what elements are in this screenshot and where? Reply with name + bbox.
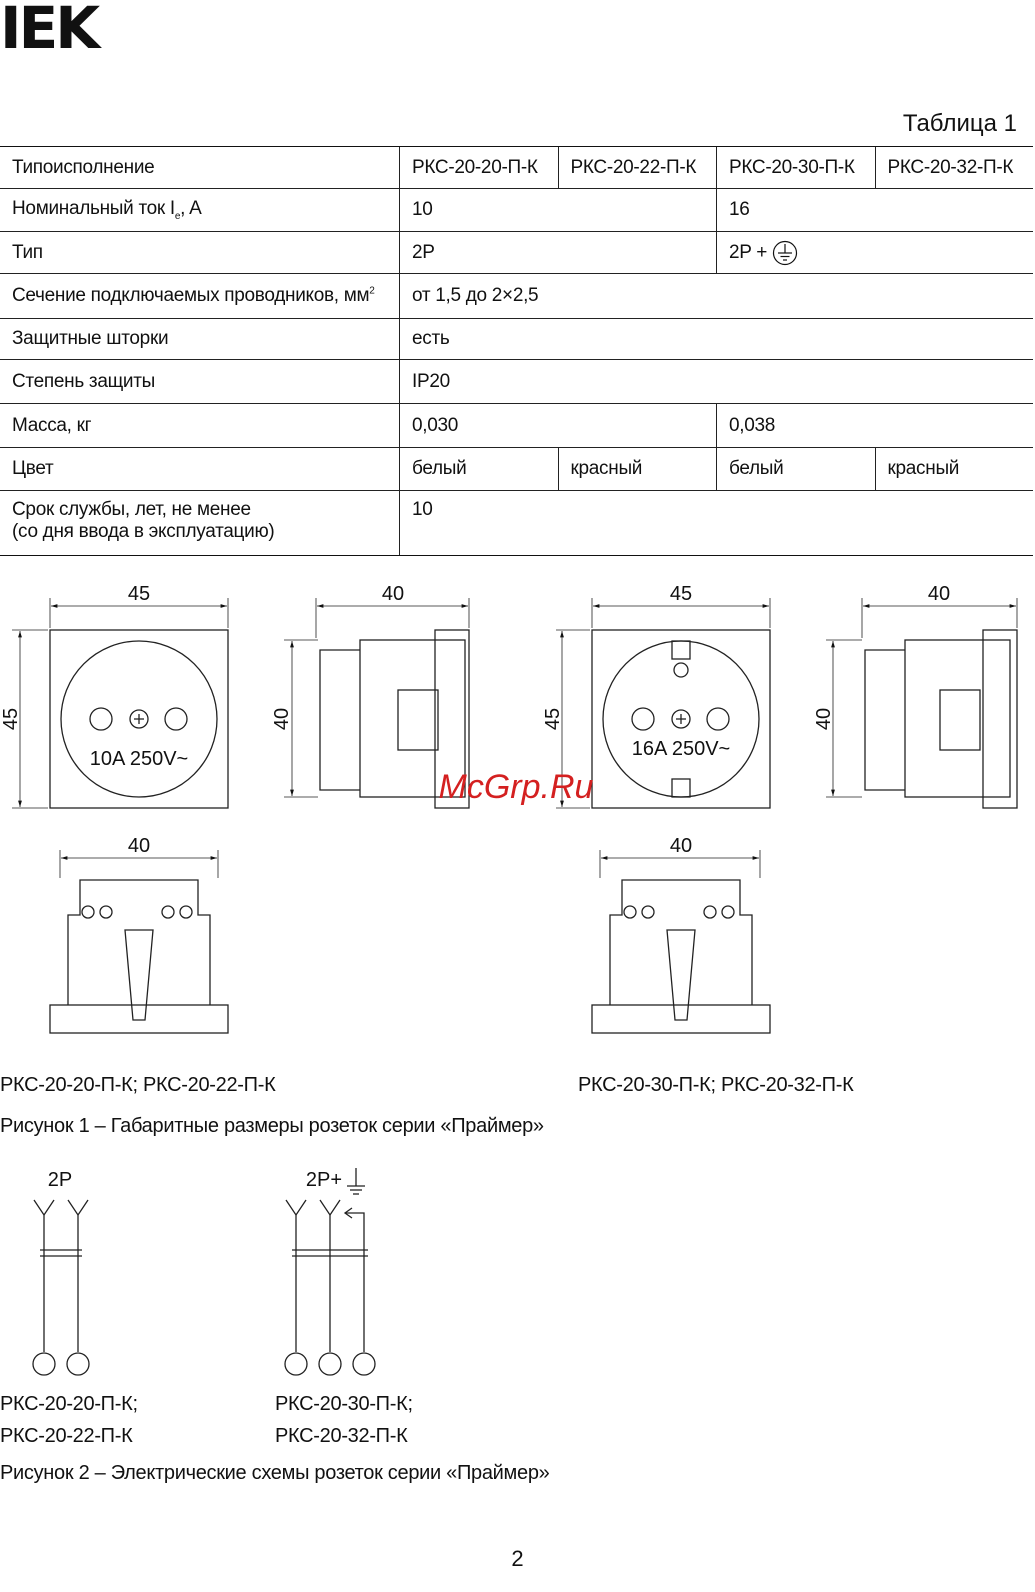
dim-bottom-2: 40 [669,835,693,857]
row-label: Тип [0,232,400,274]
socket-2-bottom-view [592,850,770,1033]
watermark: McGrp.Ru [438,768,594,806]
dim-height-1-side: 40 [271,707,293,731]
ground-symbol-icon [772,240,798,266]
figure-1-drawings [0,580,1035,1060]
mass-cell: 0,038 [717,404,1034,448]
table-caption: Таблица 1 [902,110,1017,137]
dim-height-2: 45 [542,707,564,731]
socket-2-rating: 16A 250V~ [631,738,731,760]
table-row [0,232,1033,274]
table-row [0,448,1033,491]
current-cell: 16 [717,189,1034,232]
page-number: 2 [511,1546,524,1571]
scheme-1-models-line-2: РКС-20-22-П-К [0,1425,133,1447]
protection-cell: IP20 [400,360,1034,404]
row-label: Степень защиты [0,360,400,404]
socket-1-bottom-view [50,850,228,1033]
socket-1-front-view [12,598,228,808]
scheme-2p-earth-label: 2P+ [305,1169,343,1191]
dim-height-1: 45 [0,707,22,731]
row-label: Защитные шторки [0,319,400,360]
table-row [0,360,1033,404]
color-cell: красный [558,448,717,491]
socket-1-rating: 10A 250V~ [89,748,189,770]
table-row [0,404,1033,448]
table-row [0,189,1033,232]
dim-bottom-1: 40 [127,835,151,857]
dim-width-1: 45 [127,583,151,605]
scheme-2p-earth [285,1168,375,1375]
row-label: Срок службы, лет, не менее (со дня ввода в эксплуатацию) [0,491,400,556]
row-label: Типоисполнение [0,147,400,189]
shutters-cell: есть [400,319,1034,360]
type-cell: 2P [400,232,717,274]
figure-1-group-2-caption: РКС-20-30-П-К; РКС-20-32-П-К [578,1074,854,1096]
model-cell: РКС-20-20-П-К [400,147,559,189]
dim-depth-2: 40 [927,583,951,605]
row-label: Сечение подключаемых проводников, $мм^2$ [0,274,400,319]
model-cell: РКС-20-22-П-К [558,147,717,189]
spec-table [0,146,1033,556]
figure-1-caption: Рисунок 1 – Габаритные размеры розеток серии «Праймер» [0,1115,544,1137]
iek-logo: IEK [0,0,98,62]
figure-1-group-1-caption: РКС-20-20-П-К; РКС-20-22-П-К [0,1074,276,1096]
dim-width-2: 45 [669,583,693,605]
scheme-1-models-line-1: РКС-20-20-П-К; [0,1393,138,1415]
color-cell: белый [400,448,559,491]
scheme-2p-label: 2P [47,1169,73,1191]
scheme-2p [33,1200,89,1375]
row-label: Номинальный ток $I_e$, A [0,189,400,232]
current-cell: 10 [400,189,717,232]
scheme-2-models-line-1: РКС-20-30-П-К; [275,1393,413,1415]
model-cell: РКС-20-32-П-К [875,147,1033,189]
section-cell: от 1,5 до 2×2,5 [400,274,1034,319]
life-cell: 10 [400,491,1034,556]
table-row [0,491,1033,556]
row-label: Масса, кг [0,404,400,448]
row-label: Цвет [0,448,400,491]
dim-height-2-side: 40 [813,707,835,731]
figure-2-schemes [0,1160,420,1390]
dim-depth-1: 40 [381,583,405,605]
scheme-2-models-line-2: РКС-20-32-П-К [275,1425,408,1447]
figure-2-caption: Рисунок 2 – Электрические схемы розеток серии «Праймер» [0,1462,550,1484]
type-cell: 2P + [717,232,1034,274]
mass-cell: 0,030 [400,404,717,448]
color-cell: красный [875,448,1033,491]
table-row [0,319,1033,360]
model-cell: РКС-20-30-П-К [717,147,876,189]
table-row [0,147,1033,189]
color-cell: белый [717,448,876,491]
socket-2-side-view [826,598,1017,808]
table-row [0,274,1033,319]
